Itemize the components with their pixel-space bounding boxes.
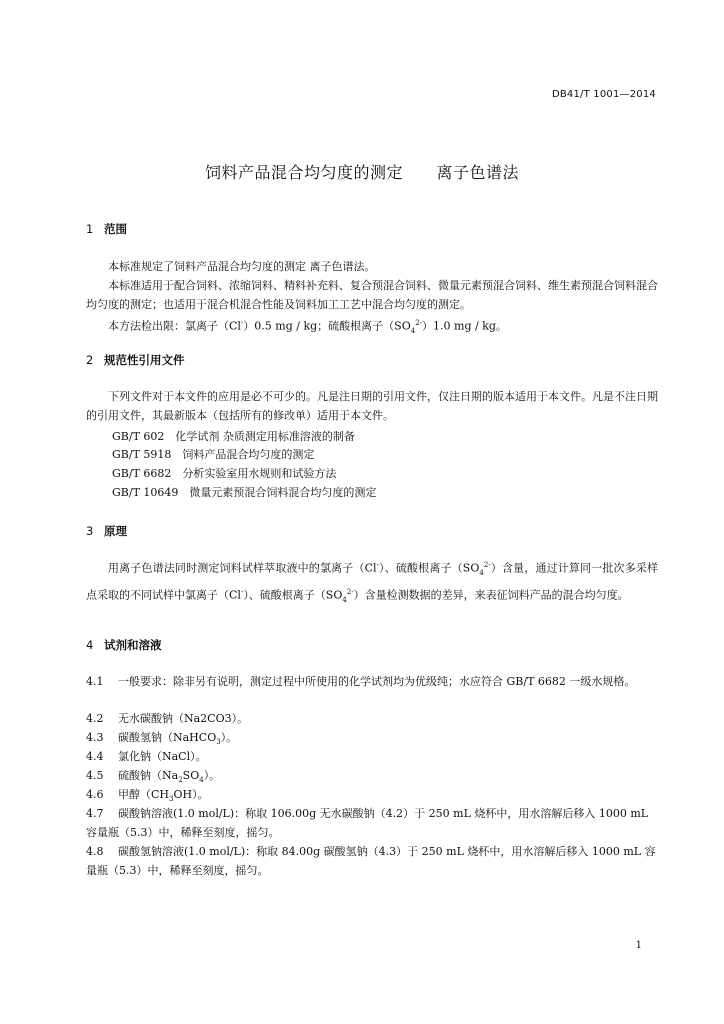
section-number: 1	[86, 222, 94, 236]
reference-item: GB/T 10649 微量元素预混合饲料混合均匀度的测定	[112, 486, 377, 499]
superscript: 2-	[483, 561, 491, 569]
subscript: 4	[342, 595, 347, 604]
reagent-item	[86, 747, 658, 766]
item-number: 4.2	[86, 712, 104, 725]
page-number: 1	[635, 940, 642, 951]
text-run: 用离子色谱法同时测定饲料试样萃取液中的氯离子（Cl	[108, 561, 377, 575]
scope-paragraph-2: 本标准适用于配合饲料、浓缩饲料、精料补充料、复合预混合饲料、微量元素预混合饲料、维生素预混合饲料混合均匀度的测定；也适用于混合机混合性能及饲料加工工艺中混合均匀度的测定。	[86, 279, 658, 311]
text-run: ）含量，通过计算同一批次多采样点采取的不同试样中氯离子（Cl	[86, 561, 659, 602]
subscript: 4	[479, 568, 484, 577]
section-4-heading	[86, 637, 162, 653]
section-title: 原理	[104, 524, 127, 538]
subscript: 3	[169, 795, 174, 804]
text-run: 本方法检出限：氯离子（Cl	[108, 319, 241, 333]
section-title: 规范性引用文件	[104, 353, 185, 367]
item-number: 4.7	[86, 807, 104, 820]
reagent-item	[86, 804, 658, 842]
section-title: 试剂和溶液	[104, 638, 162, 652]
section-2-heading	[86, 352, 185, 368]
item-text: 无水碳酸钠（Na2CO3）。	[118, 712, 249, 725]
item-number: 4.6	[86, 788, 104, 801]
item-text: 碳酸钠溶液(1.0 mol/L)：称取 106.00g 无水碳酸钠（4.2）于 250 mL 烧杯中，用水溶解后移入 1000 mL 容量瓶（5.3）中，稀释至刻度，摇匀。	[86, 807, 649, 839]
section-number: 4	[86, 638, 94, 652]
item-text: OH）。	[173, 788, 209, 801]
item-text: 甲醇（CH	[118, 788, 170, 801]
principle-paragraph	[86, 556, 658, 610]
section-3-heading	[86, 523, 127, 539]
reagent-item	[86, 672, 658, 691]
item-text: 硫酸钠（Na	[118, 769, 179, 782]
subscript: 4	[410, 326, 416, 335]
text-run: ）、硫酸根离子（SO	[378, 561, 480, 575]
item-text: SO	[182, 769, 200, 782]
item-text: 氯化钠（NaCl）。	[118, 750, 207, 763]
section-title: 范围	[104, 222, 127, 236]
item-text: 一般要求：除非另有说明，测定过程中所使用的化学试剂均为优级纯；水应符合 GB/T 6682 一级水规格。	[118, 675, 636, 688]
superscript: 2-	[346, 587, 354, 596]
item-number: 4.5	[86, 769, 104, 782]
reagent-item	[86, 842, 658, 880]
document-title	[0, 160, 724, 183]
title-sub: 离子色谱法	[436, 163, 520, 182]
standard-code: DB41/T 1001—2014	[551, 89, 656, 100]
reagent-item	[86, 709, 658, 728]
item-number: 4.1	[86, 675, 104, 688]
superscript: -	[376, 561, 379, 569]
reference-item: GB/T 6682 分析实验室用水规则和试验方法	[112, 467, 337, 480]
text-run: ）、硫酸根离子（SO	[243, 588, 343, 602]
subscript: 3	[216, 738, 221, 747]
item-text: ）。	[220, 731, 238, 744]
item-text: ）。	[203, 769, 221, 782]
item-text: 碳酸氢钠（NaHCO	[118, 731, 217, 744]
reference-item: GB/T 602 化学试剂 杂质测定用标准溶液的制备	[112, 430, 355, 443]
reference-item: GB/T 5918 饲料产品混合均匀度的测定	[112, 448, 315, 461]
text-run: ）含量检测数据的差异，来表征饲料产品的混合均匀度。	[353, 588, 629, 602]
text-run: ）1.0 mg / kg。	[422, 319, 507, 333]
section-number: 3	[86, 524, 94, 538]
scope-paragraph-1: 本标准规定了饲料产品混合均匀度的测定 离子色谱法。	[108, 260, 376, 273]
scope-paragraph-3	[86, 314, 658, 341]
superscript: -	[240, 587, 244, 596]
superscript: -	[240, 319, 244, 327]
references-intro: 下列文件对于本文件的应用是必不可少的。凡是注日期的引用文件，仅注日期的版本适用于本文件。凡是不注日期的引用文件，其最新版本（包括所有的修改单）适用于本文件。	[86, 390, 658, 422]
text-run: ）0.5 mg / kg；硫酸根离子（SO	[243, 319, 411, 333]
title-main: 饲料产品混合均匀度的测定	[204, 163, 403, 182]
subscript: 4	[199, 776, 204, 785]
section-1-heading	[86, 221, 127, 237]
section-number: 2	[86, 353, 94, 367]
subscript: 2	[178, 776, 183, 785]
item-number: 4.8	[86, 845, 104, 858]
superscript: 2-	[415, 319, 423, 327]
item-number: 4.3	[86, 731, 104, 744]
item-number: 4.4	[86, 750, 104, 763]
item-text: 碳酸氢钠溶液(1.0 mol/L)：称取 84.00g 碳酸氢钠（4.3）于 250 mL 烧杯中，用水溶解后移入 1000 mL 容量瓶（5.3）中，稀释至刻度，摇匀。	[86, 845, 656, 877]
